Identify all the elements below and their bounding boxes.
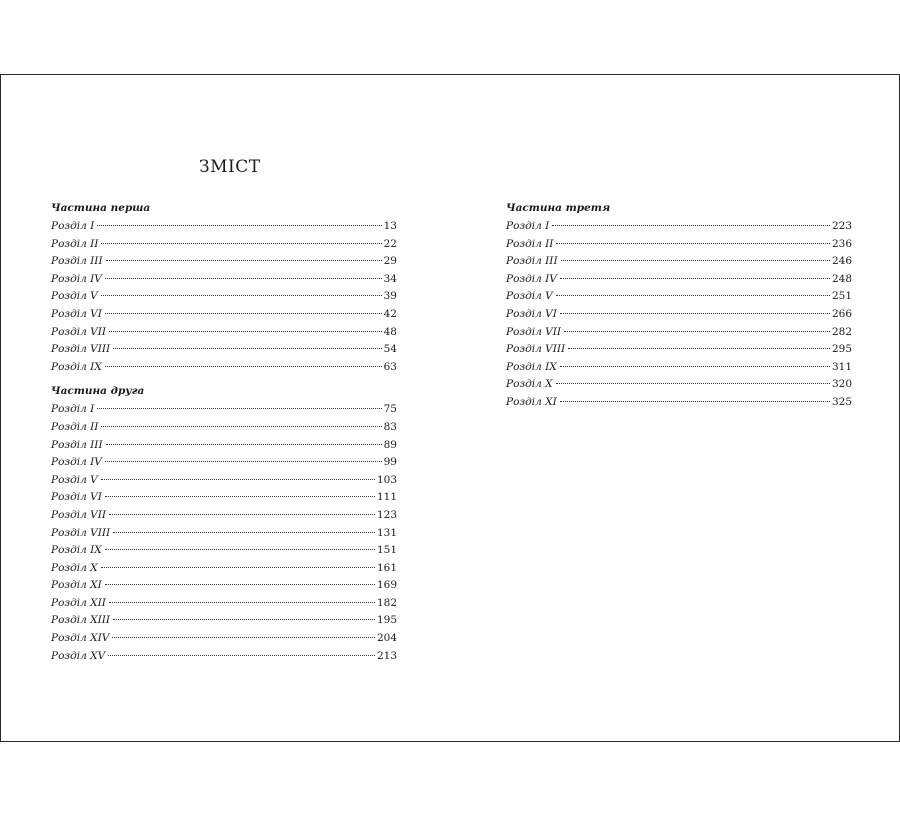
page-number: 111 bbox=[376, 491, 397, 504]
toc-left-column bbox=[51, 199, 397, 665]
part-heading: Частина друга bbox=[51, 385, 145, 398]
dot-leader bbox=[556, 243, 830, 244]
page-title: ЗМІСТ bbox=[199, 157, 261, 177]
chapter-label: Розділ IX bbox=[51, 360, 102, 373]
chapter-label: Розділ VI bbox=[51, 307, 102, 320]
page-number: 83 bbox=[383, 420, 397, 433]
toc-entry[interactable] bbox=[506, 394, 852, 412]
chapter-list bbox=[51, 218, 397, 376]
chapter-label: Розділ V bbox=[506, 290, 553, 303]
dot-leader bbox=[101, 243, 381, 244]
dot-leader bbox=[101, 479, 375, 480]
dot-leader bbox=[97, 225, 381, 226]
dot-leader bbox=[556, 383, 830, 384]
page-number: 204 bbox=[376, 632, 397, 645]
toc-entry[interactable] bbox=[51, 560, 397, 578]
chapter-list bbox=[51, 401, 397, 665]
toc-entry[interactable] bbox=[51, 577, 397, 595]
page-number: 151 bbox=[376, 544, 397, 557]
page-number: 320 bbox=[831, 378, 852, 391]
chapter-label: Розділ II bbox=[51, 237, 99, 250]
dot-leader bbox=[109, 331, 382, 332]
page-number: 223 bbox=[831, 220, 852, 232]
toc-entry[interactable] bbox=[51, 525, 397, 543]
chapter-label: Розділ VI bbox=[506, 307, 557, 320]
toc-entry[interactable] bbox=[51, 218, 397, 236]
dot-leader bbox=[105, 366, 382, 367]
toc-entry[interactable] bbox=[51, 472, 397, 490]
chapter-label: Розділ VI bbox=[51, 491, 102, 504]
toc-entry[interactable] bbox=[51, 419, 397, 437]
toc-entry[interactable] bbox=[506, 288, 852, 306]
dot-leader bbox=[106, 260, 382, 261]
page-number: 251 bbox=[831, 290, 852, 303]
chapter-label: Розділ II bbox=[506, 237, 554, 250]
chapter-label: Розділ III bbox=[51, 438, 103, 451]
toc-entry[interactable] bbox=[51, 359, 397, 377]
dot-leader bbox=[560, 278, 830, 279]
dot-leader bbox=[105, 313, 382, 314]
toc-entry[interactable] bbox=[51, 253, 397, 271]
dot-leader bbox=[556, 295, 830, 296]
chapter-label: Розділ X bbox=[51, 561, 98, 574]
dot-leader bbox=[105, 278, 382, 279]
chapter-label: Розділ III bbox=[506, 255, 558, 268]
chapter-label: Розділ IV bbox=[51, 456, 102, 469]
toc-entry[interactable] bbox=[51, 489, 397, 507]
page-number: 54 bbox=[383, 343, 397, 356]
toc-entry[interactable] bbox=[506, 341, 852, 359]
toc-entry[interactable] bbox=[51, 271, 397, 289]
page-number: 39 bbox=[383, 290, 397, 303]
page-number: 89 bbox=[383, 438, 397, 451]
chapter-label: Розділ III bbox=[51, 255, 103, 268]
dot-leader bbox=[105, 584, 375, 585]
dot-leader bbox=[564, 331, 830, 332]
chapter-label: Розділ I bbox=[51, 403, 95, 416]
page-number: 248 bbox=[831, 272, 852, 285]
chapter-label: Розділ VII bbox=[51, 508, 107, 521]
chapter-label: Розділ XIV bbox=[51, 632, 110, 645]
toc-entry[interactable] bbox=[51, 324, 397, 342]
toc-right-column bbox=[506, 199, 852, 412]
toc-entry[interactable] bbox=[506, 359, 852, 377]
toc-entry[interactable] bbox=[51, 306, 397, 324]
page-number: 63 bbox=[383, 360, 397, 373]
page-number: 213 bbox=[376, 649, 397, 662]
chapter-label: Розділ X bbox=[506, 378, 553, 391]
toc-entry[interactable] bbox=[51, 236, 397, 254]
chapter-label: Розділ XV bbox=[51, 649, 106, 662]
chapter-label: Розділ I bbox=[51, 220, 95, 232]
toc-entry[interactable] bbox=[506, 253, 852, 271]
chapter-label: Розділ VII bbox=[506, 325, 562, 338]
toc-entry[interactable] bbox=[51, 542, 397, 560]
toc-entry[interactable] bbox=[51, 401, 397, 419]
toc-entry[interactable] bbox=[506, 236, 852, 254]
page-number: 48 bbox=[383, 325, 397, 338]
dot-leader bbox=[109, 602, 375, 603]
chapter-list bbox=[506, 218, 852, 412]
dot-leader bbox=[560, 313, 830, 314]
chapter-label: Розділ VIII bbox=[506, 343, 566, 356]
chapter-label: Розділ XI bbox=[506, 395, 557, 408]
page-number: 195 bbox=[376, 614, 397, 627]
toc-entry[interactable] bbox=[51, 630, 397, 648]
part-heading: Частина перша bbox=[51, 202, 151, 214]
chapter-label: Розділ IV bbox=[506, 272, 557, 285]
toc-entry[interactable] bbox=[51, 437, 397, 455]
toc-entry[interactable] bbox=[506, 376, 852, 394]
part-heading: Частина третя bbox=[506, 202, 611, 214]
page-number: 34 bbox=[383, 272, 397, 285]
page-number: 311 bbox=[831, 360, 852, 373]
dot-leader bbox=[552, 225, 830, 226]
page-number: 103 bbox=[376, 473, 397, 486]
chapter-label: Розділ IV bbox=[51, 272, 102, 285]
toc-entry[interactable] bbox=[51, 648, 397, 666]
dot-leader bbox=[560, 401, 830, 402]
page-number: 182 bbox=[376, 596, 397, 609]
chapter-label: Розділ V bbox=[51, 290, 98, 303]
dot-leader bbox=[108, 655, 375, 656]
toc-entry[interactable] bbox=[51, 341, 397, 359]
toc-entry[interactable] bbox=[506, 306, 852, 324]
page-number: 169 bbox=[376, 579, 397, 592]
toc-entry[interactable] bbox=[51, 595, 397, 613]
chapter-label: Розділ II bbox=[51, 420, 99, 433]
page-number: 22 bbox=[383, 237, 397, 250]
page-number: 325 bbox=[831, 395, 852, 408]
page-number: 295 bbox=[831, 343, 852, 356]
dot-leader bbox=[105, 496, 375, 497]
book-spread bbox=[0, 74, 900, 742]
dot-leader bbox=[113, 532, 375, 533]
toc-entry[interactable] bbox=[51, 612, 397, 630]
dot-leader bbox=[105, 461, 382, 462]
chapter-label: Розділ XIII bbox=[51, 614, 111, 627]
chapter-label: Розділ XI bbox=[51, 579, 102, 592]
page-number: 29 bbox=[383, 255, 397, 268]
chapter-label: Розділ IX bbox=[506, 360, 557, 373]
page-number: 266 bbox=[831, 307, 852, 320]
page-number: 282 bbox=[831, 325, 852, 338]
chapter-label: Розділ XII bbox=[51, 596, 106, 609]
page-number: 75 bbox=[383, 403, 397, 416]
dot-leader bbox=[101, 567, 375, 568]
toc-entry[interactable] bbox=[51, 507, 397, 525]
toc-entry[interactable] bbox=[506, 218, 852, 236]
dot-leader bbox=[106, 444, 382, 445]
page-number: 246 bbox=[831, 255, 852, 268]
chapter-label: Розділ VII bbox=[51, 325, 107, 338]
dot-leader bbox=[113, 619, 375, 620]
page-number: 99 bbox=[383, 456, 397, 469]
chapter-label: Розділ I bbox=[506, 220, 550, 232]
toc-entry[interactable] bbox=[506, 271, 852, 289]
chapter-label: Розділ VIII bbox=[51, 526, 111, 539]
dot-leader bbox=[560, 366, 830, 367]
chapter-label: Розділ V bbox=[51, 473, 98, 486]
dot-leader bbox=[105, 549, 375, 550]
dot-leader bbox=[561, 260, 830, 261]
page-number: 42 bbox=[383, 307, 397, 320]
dot-leader bbox=[101, 295, 382, 296]
chapter-label: Розділ IX bbox=[51, 544, 102, 557]
toc-entry[interactable] bbox=[51, 454, 397, 472]
toc-entry[interactable] bbox=[51, 288, 397, 306]
dot-leader bbox=[112, 637, 375, 638]
dot-leader bbox=[101, 426, 381, 427]
page-number: 236 bbox=[831, 237, 852, 250]
dot-leader bbox=[109, 514, 375, 515]
page-number: 161 bbox=[376, 561, 397, 574]
dot-leader bbox=[113, 348, 381, 349]
page-number: 131 bbox=[376, 526, 397, 539]
chapter-label: Розділ VIII bbox=[51, 343, 111, 356]
page-number: 13 bbox=[383, 220, 397, 232]
page-number: 123 bbox=[376, 508, 397, 521]
dot-leader bbox=[97, 408, 381, 409]
dot-leader bbox=[568, 348, 830, 349]
toc-entry[interactable] bbox=[506, 324, 852, 342]
